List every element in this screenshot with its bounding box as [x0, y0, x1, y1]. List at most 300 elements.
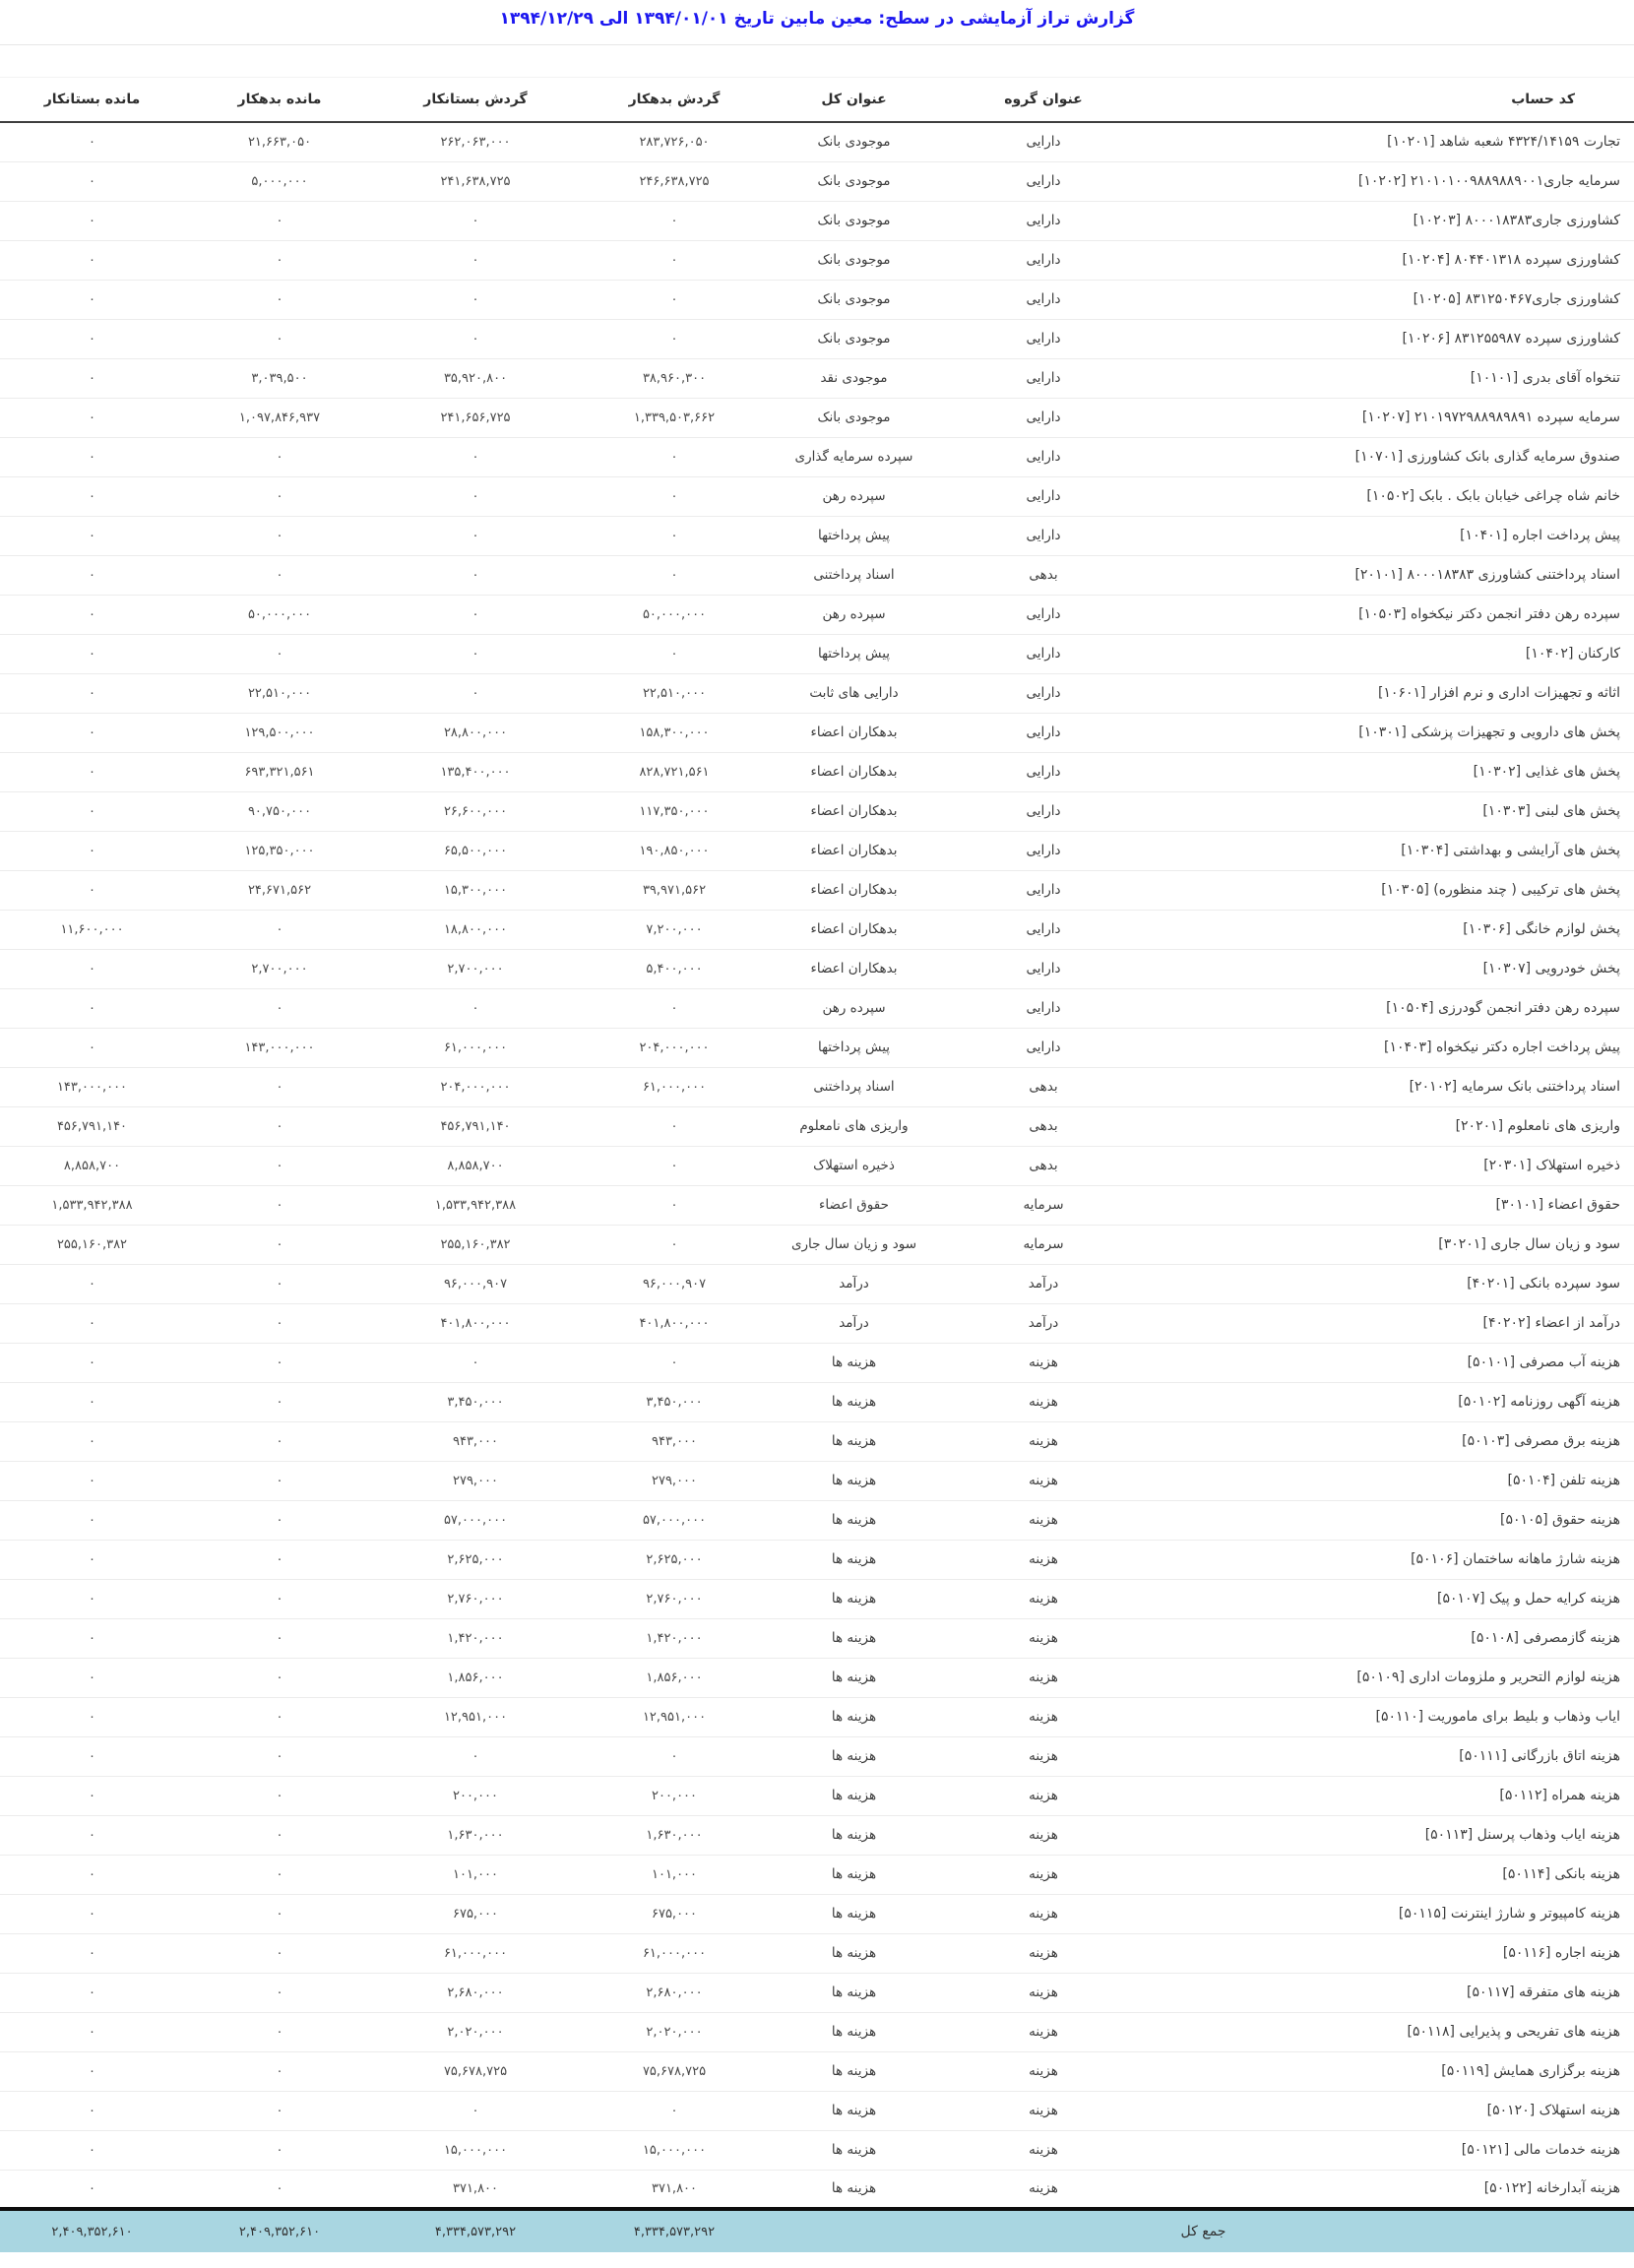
group-title-cell: هزینه — [935, 1343, 1152, 1382]
general-title-cell: هزینه ها — [773, 1815, 935, 1855]
total-row — [0, 2209, 1634, 2252]
table-row — [0, 1382, 1634, 1421]
credit-turnover-cell: ۱,۸۵۶,۰۰۰ — [375, 1658, 576, 1697]
table-row — [0, 1618, 1634, 1658]
debit-balance-cell: ۰ — [184, 1146, 375, 1185]
account-code-cell: ذخیره استهلاک [۲۰۳۰۱] — [1152, 1146, 1634, 1185]
col-header-credit-turnover: گردش بستانکار — [375, 78, 576, 122]
general-title-cell: بدهکاران اعضاء — [773, 791, 935, 831]
credit-turnover-cell: ۲,۶۸۰,۰۰۰ — [375, 1973, 576, 2012]
total-label: جمع کل — [773, 2209, 1634, 2252]
group-title-cell: هزینه — [935, 2130, 1152, 2170]
debit-balance-cell: ۰ — [184, 1697, 375, 1736]
general-title-cell: موجودی نقد — [773, 358, 935, 398]
general-title-cell: هزینه ها — [773, 1540, 935, 1579]
account-code-cell: هزینه آب مصرفی [۵۰۱۰۱] — [1152, 1343, 1634, 1382]
debit-balance-cell: ۰ — [184, 1225, 375, 1264]
general-title-cell: درآمد — [773, 1264, 935, 1303]
credit-turnover-cell: ۹۴۳,۰۰۰ — [375, 1421, 576, 1461]
table-row — [0, 595, 1634, 634]
credit-turnover-cell: ۱,۴۲۰,۰۰۰ — [375, 1618, 576, 1658]
debit-turnover-cell: ۰ — [576, 201, 773, 240]
debit-turnover-cell: ۰ — [576, 1343, 773, 1382]
credit-balance-cell: ۱,۵۳۳,۹۴۲,۳۸۸ — [0, 1185, 184, 1225]
credit-balance-cell: ۰ — [0, 516, 184, 555]
table-row — [0, 2012, 1634, 2051]
general-title-cell: موجودی بانک — [773, 240, 935, 280]
table-row — [0, 988, 1634, 1028]
group-title-cell: هزینه — [935, 1579, 1152, 1618]
group-title-cell: دارایی — [935, 949, 1152, 988]
debit-turnover-cell: ۱,۶۳۰,۰۰۰ — [576, 1815, 773, 1855]
debit-turnover-cell: ۵۷,۰۰۰,۰۰۰ — [576, 1500, 773, 1540]
account-code-cell: پخش خودرویی [۱۰۳۰۷] — [1152, 949, 1634, 988]
credit-balance-cell: ۰ — [0, 1658, 184, 1697]
credit-balance-cell: ۰ — [0, 634, 184, 673]
credit-balance-cell: ۰ — [0, 319, 184, 358]
group-title-cell: دارایی — [935, 122, 1152, 161]
table-row — [0, 1500, 1634, 1540]
general-title-cell: پیش پرداختها — [773, 1028, 935, 1067]
col-header-group-title: عنوان گروه — [935, 78, 1152, 122]
header-row — [0, 78, 1634, 122]
debit-turnover-cell: ۶۷۵,۰۰۰ — [576, 1894, 773, 1933]
debit-turnover-cell: ۱۲,۹۵۱,۰۰۰ — [576, 1697, 773, 1736]
group-title-cell: درآمد — [935, 1264, 1152, 1303]
debit-balance-cell: ۱۲۵,۳۵۰,۰۰۰ — [184, 831, 375, 870]
credit-balance-cell: ۱۱,۶۰۰,۰۰۰ — [0, 910, 184, 949]
table-row — [0, 1933, 1634, 1973]
total-credit-turnover: ۴,۳۳۴,۵۷۳,۲۹۲ — [375, 2209, 576, 2252]
group-title-cell: دارایی — [935, 516, 1152, 555]
group-title-cell: هزینه — [935, 1618, 1152, 1658]
debit-turnover-cell: ۱۱۷,۳۵۰,۰۰۰ — [576, 791, 773, 831]
credit-balance-cell: ۰ — [0, 988, 184, 1028]
debit-turnover-cell: ۱,۸۵۶,۰۰۰ — [576, 1658, 773, 1697]
total-debit-turnover: ۴,۳۳۴,۵۷۳,۲۹۲ — [576, 2209, 773, 2252]
group-title-cell: دارایی — [935, 161, 1152, 201]
account-code-cell: هزینه آگهی روزنامه [۵۰۱۰۲] — [1152, 1382, 1634, 1421]
group-title-cell: دارایی — [935, 673, 1152, 713]
debit-balance-cell: ۰ — [184, 1736, 375, 1776]
debit-balance-cell: ۰ — [184, 240, 375, 280]
debit-turnover-cell: ۰ — [576, 1736, 773, 1776]
debit-turnover-cell: ۰ — [576, 516, 773, 555]
account-code-cell: هزینه گازمصرفی [۵۰۱۰۸] — [1152, 1618, 1634, 1658]
credit-balance-cell: ۰ — [0, 280, 184, 319]
debit-balance-cell: ۰ — [184, 1185, 375, 1225]
debit-turnover-cell: ۴۰۱,۸۰۰,۰۰۰ — [576, 1303, 773, 1343]
credit-balance-cell: ۰ — [0, 2170, 184, 2209]
group-title-cell: بدهی — [935, 1106, 1152, 1146]
table-row — [0, 1225, 1634, 1264]
credit-turnover-cell: ۳,۴۵۰,۰۰۰ — [375, 1382, 576, 1421]
credit-turnover-cell: ۶۷۵,۰۰۰ — [375, 1894, 576, 1933]
general-title-cell: هزینه ها — [773, 1697, 935, 1736]
credit-turnover-cell: ۰ — [375, 1343, 576, 1382]
group-title-cell: سرمایه — [935, 1185, 1152, 1225]
credit-turnover-cell: ۲۰۰,۰۰۰ — [375, 1776, 576, 1815]
debit-turnover-cell: ۷۵,۶۷۸,۷۲۵ — [576, 2051, 773, 2091]
debit-balance-cell: ۶۹۳,۳۲۱,۵۶۱ — [184, 752, 375, 791]
general-title-cell: دارایی های ثابت — [773, 673, 935, 713]
debit-turnover-cell: ۱,۴۲۰,۰۰۰ — [576, 1618, 773, 1658]
general-title-cell: موجودی بانک — [773, 161, 935, 201]
debit-turnover-cell: ۰ — [576, 2091, 773, 2130]
account-code-cell: هزینه های متفرقه [۵۰۱۱۷] — [1152, 1973, 1634, 2012]
group-title-cell: هزینه — [935, 1933, 1152, 1973]
table-row — [0, 201, 1634, 240]
general-title-cell: هزینه ها — [773, 1973, 935, 2012]
credit-turnover-cell: ۲,۷۰۰,۰۰۰ — [375, 949, 576, 988]
table-row — [0, 1540, 1634, 1579]
general-title-cell: بدهکاران اعضاء — [773, 831, 935, 870]
credit-balance-cell: ۰ — [0, 437, 184, 476]
account-code-cell: پخش لوازم خانگی [۱۰۳۰۶] — [1152, 910, 1634, 949]
debit-balance-cell: ۰ — [184, 516, 375, 555]
account-code-cell: هزینه تلفن [۵۰۱۰۴] — [1152, 1461, 1634, 1500]
credit-turnover-cell: ۲۸,۸۰۰,۰۰۰ — [375, 713, 576, 752]
general-title-cell: پیش پرداختها — [773, 634, 935, 673]
credit-balance-cell: ۰ — [0, 1933, 184, 1973]
debit-balance-cell: ۰ — [184, 1343, 375, 1382]
group-title-cell: هزینه — [935, 1736, 1152, 1776]
group-title-cell: دارایی — [935, 358, 1152, 398]
account-code-cell: هزینه اتاق بازرگانی [۵۰۱۱۱] — [1152, 1736, 1634, 1776]
debit-turnover-cell: ۳۸,۹۶۰,۳۰۰ — [576, 358, 773, 398]
table-row — [0, 122, 1634, 161]
credit-balance-cell: ۰ — [0, 1894, 184, 1933]
credit-balance-cell: ۰ — [0, 398, 184, 437]
credit-balance-cell: ۰ — [0, 1697, 184, 1736]
group-title-cell: دارایی — [935, 1028, 1152, 1067]
debit-balance-cell: ۰ — [184, 1894, 375, 1933]
account-code-cell: ایاب وذهاب و بلیط برای ماموریت [۵۰۱۱۰] — [1152, 1697, 1634, 1736]
group-title-cell: دارایی — [935, 201, 1152, 240]
credit-turnover-cell: ۰ — [375, 280, 576, 319]
credit-turnover-cell: ۰ — [375, 988, 576, 1028]
general-title-cell: ذخیره استهلاک — [773, 1146, 935, 1185]
group-title-cell: هزینه — [935, 1421, 1152, 1461]
general-title-cell: درآمد — [773, 1303, 935, 1343]
table-row — [0, 1697, 1634, 1736]
debit-balance-cell: ۰ — [184, 319, 375, 358]
credit-turnover-cell: ۹۶,۰۰۰,۹۰۷ — [375, 1264, 576, 1303]
credit-turnover-cell: ۶۵,۵۰۰,۰۰۰ — [375, 831, 576, 870]
table-row — [0, 910, 1634, 949]
debit-turnover-cell: ۱۵,۰۰۰,۰۰۰ — [576, 2130, 773, 2170]
col-header-general-title: عنوان کل — [773, 78, 935, 122]
debit-turnover-cell: ۱۰۱,۰۰۰ — [576, 1855, 773, 1894]
general-title-cell: بدهکاران اعضاء — [773, 713, 935, 752]
debit-turnover-cell: ۹۴۳,۰۰۰ — [576, 1421, 773, 1461]
credit-balance-cell: ۰ — [0, 1382, 184, 1421]
table-row — [0, 1658, 1634, 1697]
credit-balance-cell: ۰ — [0, 1855, 184, 1894]
group-title-cell: دارایی — [935, 713, 1152, 752]
credit-balance-cell: ۰ — [0, 2130, 184, 2170]
debit-turnover-cell: ۰ — [576, 476, 773, 516]
account-code-cell: هزینه حقوق [۵۰۱۰۵] — [1152, 1500, 1634, 1540]
credit-balance-cell: ۱۴۳,۰۰۰,۰۰۰ — [0, 1067, 184, 1106]
debit-balance-cell: ۰ — [184, 2091, 375, 2130]
general-title-cell: حقوق اعضاء — [773, 1185, 935, 1225]
debit-balance-cell: ۰ — [184, 2130, 375, 2170]
debit-balance-cell: ۰ — [184, 2051, 375, 2091]
account-code-cell: سرمایه سپرده ۲۱۰۱۹۷۲۹۸۸۹۸۹۸۹۱ [۱۰۲۰۷] — [1152, 398, 1634, 437]
debit-turnover-cell: ۶۱,۰۰۰,۰۰۰ — [576, 1933, 773, 1973]
credit-balance-cell: ۰ — [0, 2091, 184, 2130]
account-code-cell: کشاورزی سپرده ۸۳۱۲۵۵۹۸۷ [۱۰۲۰۶] — [1152, 319, 1634, 358]
general-title-cell: موجودی بانک — [773, 398, 935, 437]
total-debit-balance: ۲,۴۰۹,۳۵۲,۶۱۰ — [184, 2209, 375, 2252]
account-code-cell: پخش های ترکیبی ( چند منظوره) [۱۰۳۰۵] — [1152, 870, 1634, 910]
account-code-cell: هزینه برگزاری همایش [۵۰۱۱۹] — [1152, 2051, 1634, 2091]
debit-balance-cell: ۰ — [184, 1067, 375, 1106]
group-title-cell: دارایی — [935, 437, 1152, 476]
general-title-cell: سود و زیان سال جاری — [773, 1225, 935, 1264]
general-title-cell: هزینه ها — [773, 1894, 935, 1933]
debit-balance-cell: ۲۱,۶۶۳,۰۵۰ — [184, 122, 375, 161]
table-row — [0, 555, 1634, 595]
credit-turnover-cell: ۳۵,۹۲۰,۸۰۰ — [375, 358, 576, 398]
col-header-debit-balance: مانده بدهکار — [184, 78, 375, 122]
debit-balance-cell: ۲,۷۰۰,۰۰۰ — [184, 949, 375, 988]
table-row — [0, 2130, 1634, 2170]
credit-turnover-cell: ۱۳۵,۴۰۰,۰۰۰ — [375, 752, 576, 791]
debit-balance-cell: ۰ — [184, 1106, 375, 1146]
credit-turnover-cell: ۲,۷۶۰,۰۰۰ — [375, 1579, 576, 1618]
table-row — [0, 161, 1634, 201]
group-title-cell: دارایی — [935, 910, 1152, 949]
table-row — [0, 634, 1634, 673]
group-title-cell: دارایی — [935, 988, 1152, 1028]
account-code-cell: سپرده رهن دفتر انجمن گودرزی [۱۰۵۰۴] — [1152, 988, 1634, 1028]
account-code-cell: حقوق اعضاء [۳۰۱۰۱] — [1152, 1185, 1634, 1225]
credit-turnover-cell: ۲۶۲,۰۶۳,۰۰۰ — [375, 122, 576, 161]
general-title-cell: سپرده سرمایه گذاری — [773, 437, 935, 476]
debit-balance-cell: ۰ — [184, 1658, 375, 1697]
credit-turnover-cell: ۲۷۹,۰۰۰ — [375, 1461, 576, 1500]
general-title-cell: اسناد پرداختنی — [773, 1067, 935, 1106]
credit-turnover-cell: ۲۰۴,۰۰۰,۰۰۰ — [375, 1067, 576, 1106]
general-title-cell: هزینه ها — [773, 1658, 935, 1697]
group-title-cell: هزینه — [935, 1855, 1152, 1894]
general-title-cell: بدهکاران اعضاء — [773, 949, 935, 988]
table-row — [0, 2051, 1634, 2091]
credit-balance-cell: ۰ — [0, 476, 184, 516]
credit-turnover-cell: ۵۷,۰۰۰,۰۰۰ — [375, 1500, 576, 1540]
table-row — [0, 437, 1634, 476]
debit-balance-cell: ۰ — [184, 1303, 375, 1343]
account-code-cell: سپرده رهن دفتر انجمن دکتر نیکخواه [۱۰۵۰۳] — [1152, 595, 1634, 634]
credit-balance-cell: ۰ — [0, 2012, 184, 2051]
group-title-cell: هزینه — [935, 2091, 1152, 2130]
general-title-cell: هزینه ها — [773, 1736, 935, 1776]
table-row — [0, 791, 1634, 831]
group-title-cell: دارایی — [935, 476, 1152, 516]
credit-balance-cell: ۰ — [0, 1500, 184, 1540]
credit-turnover-cell: ۱۲,۹۵۱,۰۰۰ — [375, 1697, 576, 1736]
credit-turnover-cell: ۰ — [375, 240, 576, 280]
account-code-cell: هزینه استهلاک [۵۰۱۲۰] — [1152, 2091, 1634, 2130]
credit-balance-cell: ۴۵۶,۷۹۱,۱۴۰ — [0, 1106, 184, 1146]
table-row — [0, 713, 1634, 752]
group-title-cell: هزینه — [935, 1461, 1152, 1500]
credit-turnover-cell: ۲۶,۶۰۰,۰۰۰ — [375, 791, 576, 831]
general-title-cell: موجودی بانک — [773, 319, 935, 358]
group-title-cell: دارایی — [935, 240, 1152, 280]
general-title-cell: سپرده رهن — [773, 476, 935, 516]
debit-turnover-cell: ۲۷۹,۰۰۰ — [576, 1461, 773, 1500]
credit-turnover-cell: ۰ — [375, 516, 576, 555]
credit-balance-cell: ۰ — [0, 1579, 184, 1618]
credit-turnover-cell: ۶۱,۰۰۰,۰۰۰ — [375, 1028, 576, 1067]
debit-balance-cell: ۲۴,۶۷۱,۵۶۲ — [184, 870, 375, 910]
credit-turnover-cell: ۱۵,۳۰۰,۰۰۰ — [375, 870, 576, 910]
account-code-cell: درآمد از اعضاء [۴۰۲۰۲] — [1152, 1303, 1634, 1343]
group-title-cell: دارایی — [935, 870, 1152, 910]
general-title-cell: هزینه ها — [773, 1421, 935, 1461]
account-code-cell: خانم شاه چراغی خیابان بابک . بابک [۱۰۵۰۲] — [1152, 476, 1634, 516]
credit-turnover-cell: ۰ — [375, 595, 576, 634]
account-code-cell: هزینه همراه [۵۰۱۱۲] — [1152, 1776, 1634, 1815]
general-title-cell: هزینه ها — [773, 2051, 935, 2091]
debit-balance-cell: ۰ — [184, 1973, 375, 2012]
account-code-cell: صندوق سرمایه گذاری بانک کشاورزی [۱۰۷۰۱] — [1152, 437, 1634, 476]
debit-turnover-cell: ۹۶,۰۰۰,۹۰۷ — [576, 1264, 773, 1303]
table-row — [0, 1855, 1634, 1894]
credit-turnover-cell: ۰ — [375, 1736, 576, 1776]
debit-balance-cell: ۰ — [184, 437, 375, 476]
group-title-cell: هزینه — [935, 2170, 1152, 2209]
general-title-cell: هزینه ها — [773, 1855, 935, 1894]
credit-balance-cell: ۰ — [0, 1028, 184, 1067]
debit-turnover-cell: ۳۹,۹۷۱,۵۶۲ — [576, 870, 773, 910]
credit-turnover-cell: ۰ — [375, 201, 576, 240]
credit-balance-cell: ۰ — [0, 1343, 184, 1382]
credit-balance-cell: ۰ — [0, 1776, 184, 1815]
account-code-cell: هزینه اجاره [۵۰۱۱۶] — [1152, 1933, 1634, 1973]
general-title-cell: واریزی های نامعلوم — [773, 1106, 935, 1146]
credit-balance-cell: ۰ — [0, 1736, 184, 1776]
account-code-cell: هزینه خدمات مالی [۵۰۱۲۱] — [1152, 2130, 1634, 2170]
debit-turnover-cell: ۰ — [576, 319, 773, 358]
group-title-cell: بدهی — [935, 1146, 1152, 1185]
credit-balance-cell: ۰ — [0, 2051, 184, 2091]
debit-balance-cell: ۰ — [184, 1264, 375, 1303]
debit-balance-cell: ۰ — [184, 1579, 375, 1618]
debit-balance-cell: ۰ — [184, 2012, 375, 2051]
title-spacer — [0, 45, 1634, 78]
group-title-cell: هزینه — [935, 1973, 1152, 2012]
debit-balance-cell: ۵,۰۰۰,۰۰۰ — [184, 161, 375, 201]
table-row — [0, 1146, 1634, 1185]
table-row — [0, 1736, 1634, 1776]
general-title-cell: هزینه ها — [773, 2091, 935, 2130]
account-code-cell: واریزی های نامعلوم [۲۰۲۰۱] — [1152, 1106, 1634, 1146]
group-title-cell: سرمایه — [935, 1225, 1152, 1264]
account-code-cell: کشاورزی سپرده ۸۰۴۴۰۱۳۱۸ [۱۰۲۰۴] — [1152, 240, 1634, 280]
group-title-cell: بدهی — [935, 555, 1152, 595]
debit-turnover-cell: ۱,۳۳۹,۵۰۳,۶۶۲ — [576, 398, 773, 437]
credit-balance-cell: ۰ — [0, 1421, 184, 1461]
debit-balance-cell: ۰ — [184, 1421, 375, 1461]
group-title-cell: دارایی — [935, 831, 1152, 870]
debit-balance-cell: ۰ — [184, 1855, 375, 1894]
credit-balance-cell: ۰ — [0, 358, 184, 398]
general-title-cell: بدهکاران اعضاء — [773, 752, 935, 791]
group-title-cell: هزینه — [935, 1815, 1152, 1855]
debit-turnover-cell: ۵۰,۰۰۰,۰۰۰ — [576, 595, 773, 634]
group-title-cell: درآمد — [935, 1303, 1152, 1343]
table-row — [0, 1067, 1634, 1106]
table-row — [0, 1579, 1634, 1618]
debit-balance-cell: ۰ — [184, 988, 375, 1028]
account-code-cell: سرمایه جاری۲۱۰۱۰۱۰۰۹۸۸۹۸۸۹۰۰۱ [۱۰۲۰۲] — [1152, 161, 1634, 201]
credit-balance-cell: ۰ — [0, 240, 184, 280]
general-title-cell: موجودی بانک — [773, 122, 935, 161]
credit-turnover-cell: ۰ — [375, 555, 576, 595]
table-row — [0, 1028, 1634, 1067]
credit-balance-cell: ۰ — [0, 1461, 184, 1500]
table-row — [0, 673, 1634, 713]
table-row — [0, 1461, 1634, 1500]
debit-balance-cell: ۰ — [184, 1500, 375, 1540]
account-code-cell: اسناد پرداختنی کشاورزی ۸۰۰۰۱۸۳۸۳ [۲۰۱۰۱] — [1152, 555, 1634, 595]
account-code-cell: پخش های غذایی [۱۰۳۰۲] — [1152, 752, 1634, 791]
general-title-cell: هزینه ها — [773, 1343, 935, 1382]
debit-turnover-cell: ۷,۲۰۰,۰۰۰ — [576, 910, 773, 949]
debit-balance-cell: ۰ — [184, 476, 375, 516]
debit-turnover-cell: ۰ — [576, 988, 773, 1028]
debit-turnover-cell: ۰ — [576, 1185, 773, 1225]
group-title-cell: دارایی — [935, 752, 1152, 791]
account-code-cell: پخش های دارویی و تجهیزات پزشکی [۱۰۳۰۱] — [1152, 713, 1634, 752]
general-title-cell: موجودی بانک — [773, 201, 935, 240]
table-row — [0, 476, 1634, 516]
credit-turnover-cell: ۰ — [375, 2091, 576, 2130]
table-row — [0, 516, 1634, 555]
account-code-cell: کشاورزی جاری۸۳۱۲۵۰۴۶۷ [۱۰۲۰۵] — [1152, 280, 1634, 319]
general-title-cell: بدهکاران اعضاء — [773, 910, 935, 949]
group-title-cell: هزینه — [935, 1540, 1152, 1579]
col-header-account-code: کد حساب — [1152, 78, 1634, 122]
credit-balance-cell: ۰ — [0, 1540, 184, 1579]
debit-balance-cell: ۱۴۳,۰۰۰,۰۰۰ — [184, 1028, 375, 1067]
debit-turnover-cell: ۶۱,۰۰۰,۰۰۰ — [576, 1067, 773, 1106]
debit-balance-cell: ۰ — [184, 1461, 375, 1500]
table-row — [0, 398, 1634, 437]
table-row — [0, 1973, 1634, 2012]
debit-balance-cell: ۰ — [184, 1776, 375, 1815]
credit-turnover-cell: ۲۴۱,۶۳۸,۷۲۵ — [375, 161, 576, 201]
account-code-cell: پخش های آرایشی و بهداشتی [۱۰۳۰۴] — [1152, 831, 1634, 870]
account-code-cell: پخش های لبنی [۱۰۳۰۳] — [1152, 791, 1634, 831]
group-title-cell: دارایی — [935, 634, 1152, 673]
debit-turnover-cell: ۲,۶۲۵,۰۰۰ — [576, 1540, 773, 1579]
credit-turnover-cell: ۱,۵۳۳,۹۴۲,۳۸۸ — [375, 1185, 576, 1225]
credit-balance-cell: ۰ — [0, 1618, 184, 1658]
group-title-cell: دارایی — [935, 280, 1152, 319]
table-row — [0, 1776, 1634, 1815]
general-title-cell: اسناد پرداختنی — [773, 555, 935, 595]
account-code-cell: سود سپرده بانکی [۴۰۲۰۱] — [1152, 1264, 1634, 1303]
table-row — [0, 1303, 1634, 1343]
account-code-cell: هزینه کرایه حمل و پیک [۵۰۱۰۷] — [1152, 1579, 1634, 1618]
debit-turnover-cell: ۲,۶۸۰,۰۰۰ — [576, 1973, 773, 2012]
table-row — [0, 1343, 1634, 1382]
